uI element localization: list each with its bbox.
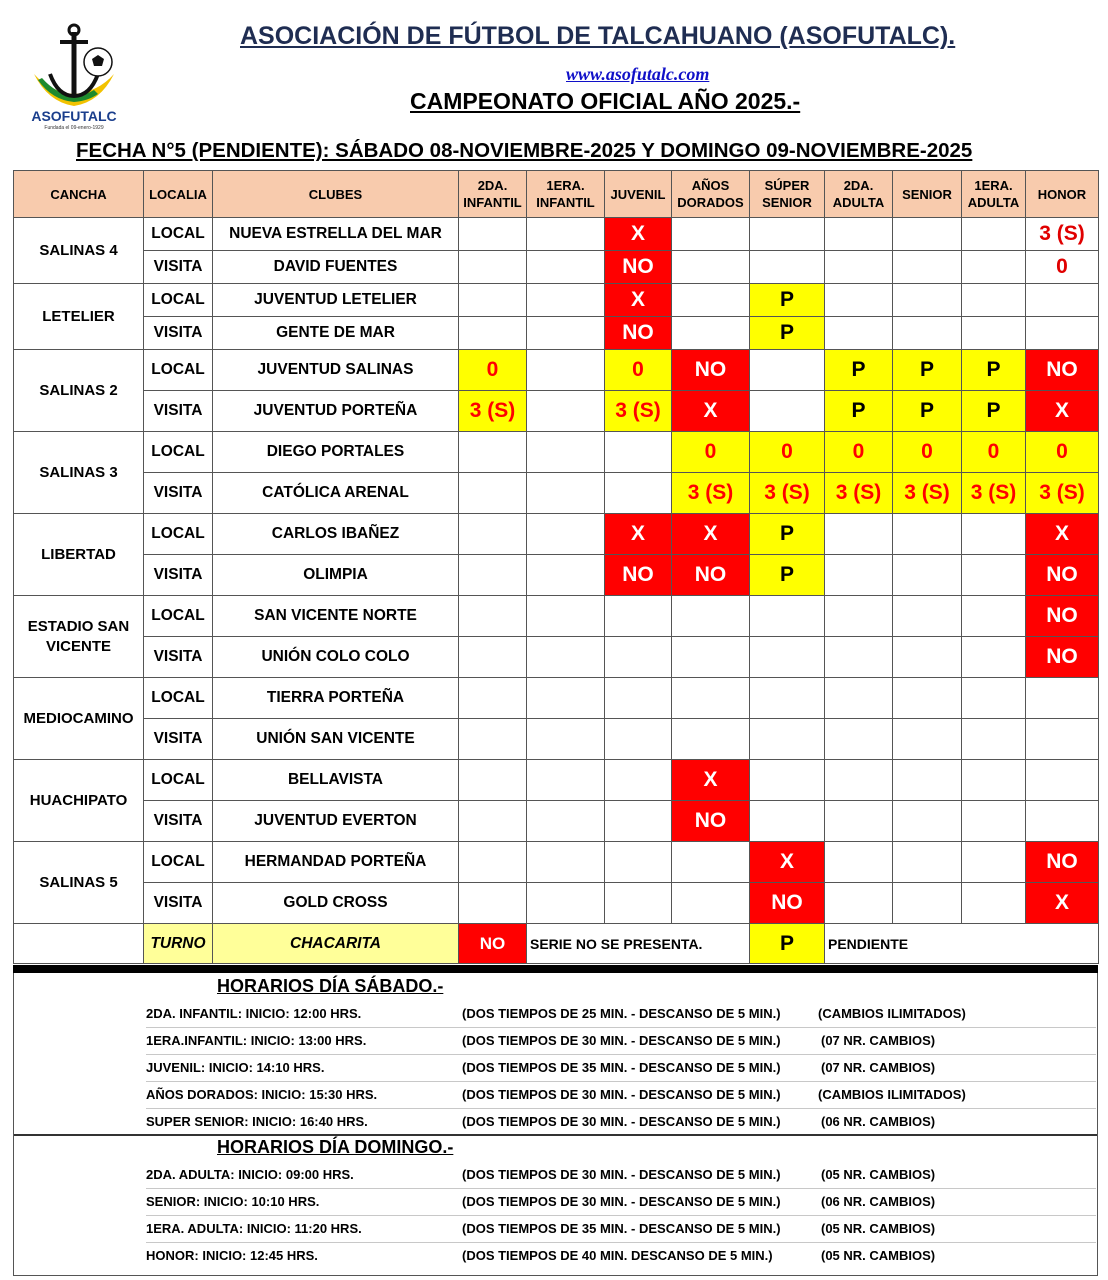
- cancha-cell: SALINAS 2: [14, 350, 144, 432]
- column-header: CLUBES: [213, 171, 459, 218]
- result-cell: [962, 284, 1026, 317]
- table-row: [14, 514, 1099, 555]
- result-cell: [459, 218, 527, 251]
- result-cell: X: [605, 284, 672, 317]
- column-header: 2DA. ADULTA: [825, 171, 893, 218]
- result-cell: [962, 760, 1026, 801]
- club-cell: GENTE DE MAR: [213, 317, 459, 350]
- result-cell: [527, 251, 605, 284]
- table-row: [14, 432, 1099, 473]
- result-cell: [825, 760, 893, 801]
- result-cell: [459, 555, 527, 596]
- result-cell: [527, 842, 605, 883]
- organization-title: ASOCIACIÓN DE FÚTBOL DE TALCAHUANO (ASOFUTALC).: [240, 22, 956, 50]
- result-cell: P: [750, 514, 825, 555]
- result-cell: [825, 678, 893, 719]
- schedule-tiempos: (DOS TIEMPOS DE 30 MIN. - DESCANSO DE 5 MIN.): [462, 1033, 781, 1048]
- result-cell: [527, 514, 605, 555]
- result-cell: 3 (S): [962, 473, 1026, 514]
- schedule-row: [146, 1161, 1096, 1188]
- result-cell: [527, 678, 605, 719]
- legend-p-badge: P: [750, 924, 825, 964]
- table-row: [14, 883, 1099, 924]
- club-cell: DAVID FUENTES: [213, 251, 459, 284]
- result-cell: NO: [1026, 637, 1099, 678]
- result-cell: [459, 678, 527, 719]
- column-header: SENIOR: [893, 171, 962, 218]
- fixture-table: [13, 170, 1099, 964]
- result-cell: [672, 842, 750, 883]
- localia-cell: VISITA: [144, 317, 213, 350]
- result-cell: X: [750, 842, 825, 883]
- result-cell: [750, 251, 825, 284]
- result-cell: [893, 218, 962, 251]
- result-cell: 3 (S): [459, 391, 527, 432]
- schedule-row: [146, 1188, 1096, 1215]
- localia-cell: VISITA: [144, 637, 213, 678]
- localia-cell: LOCAL: [144, 218, 213, 251]
- localia-cell: VISITA: [144, 473, 213, 514]
- schedule-serie: SUPER SENIOR: INICIO: 16:40 HRS.: [146, 1114, 368, 1129]
- schedule-tiempos: (DOS TIEMPOS DE 35 MIN. - DESCANSO DE 5 MIN.): [462, 1221, 781, 1236]
- legend-no-badge: NO: [459, 924, 527, 964]
- result-cell: [605, 678, 672, 719]
- schedule-cambios: (06 NR. CAMBIOS): [821, 1194, 936, 1209]
- localia-cell: LOCAL: [144, 678, 213, 719]
- result-cell: [962, 514, 1026, 555]
- result-cell: 3 (S): [1026, 473, 1099, 514]
- schedule-cambios: (07 NR. CAMBIOS): [821, 1060, 936, 1075]
- championship-title: CAMPEONATO OFICIAL AÑO 2025.-: [410, 88, 801, 114]
- localia-cell: LOCAL: [144, 842, 213, 883]
- result-cell: 0: [750, 432, 825, 473]
- svg-text:Fundada el 09-enero-1929: Fundada el 09-enero-1929: [44, 125, 104, 131]
- schedule-row: [146, 1027, 1096, 1054]
- result-cell: [893, 514, 962, 555]
- result-cell: P: [750, 317, 825, 350]
- table-row: [14, 719, 1099, 760]
- table-row: [14, 760, 1099, 801]
- result-cell: X: [1026, 883, 1099, 924]
- saturday-heading: HORARIOS DÍA SÁBADO.-: [217, 976, 444, 996]
- schedule-section: [13, 973, 1098, 1276]
- result-cell: [825, 317, 893, 350]
- result-cell: [1026, 801, 1099, 842]
- day-divider: [14, 1134, 1097, 1136]
- result-cell: [1026, 678, 1099, 719]
- column-header: SÚPER SENIOR: [750, 171, 825, 218]
- schedule-row: [146, 1000, 1096, 1027]
- result-cell: [962, 719, 1026, 760]
- result-cell: [527, 317, 605, 350]
- fecha-title: FECHA N°5 (PENDIENTE): SÁBADO 08-NOVIEMBRE-2025 Y DOMINGO 09-NOVIEMBRE-2025: [76, 139, 973, 162]
- club-cell: GOLD CROSS: [213, 883, 459, 924]
- table-row: [14, 350, 1099, 391]
- result-cell: NO: [1026, 596, 1099, 637]
- table-row: [14, 473, 1099, 514]
- result-cell: P: [893, 391, 962, 432]
- result-cell: [750, 678, 825, 719]
- result-cell: NO: [1026, 842, 1099, 883]
- result-cell: [605, 637, 672, 678]
- result-cell: 0: [1026, 251, 1099, 284]
- club-cell: NUEVA ESTRELLA DEL MAR: [213, 218, 459, 251]
- result-cell: [527, 801, 605, 842]
- result-cell: [605, 760, 672, 801]
- result-cell: [962, 883, 1026, 924]
- schedule-cambios: (05 NR. CAMBIOS): [821, 1221, 936, 1236]
- result-cell: [459, 760, 527, 801]
- schedule-cambios: (CAMBIOS ILIMITADOS): [818, 1087, 966, 1102]
- cancha-cell: MEDIOCAMINO: [14, 678, 144, 760]
- result-cell: [1026, 719, 1099, 760]
- column-header: LOCALIA: [144, 171, 213, 218]
- schedule-serie: SENIOR: INICIO: 10:10 HRS.: [146, 1194, 320, 1209]
- club-cell: JUVENTUD EVERTON: [213, 801, 459, 842]
- club-cell: TIERRA PORTEÑA: [213, 678, 459, 719]
- result-cell: [962, 842, 1026, 883]
- result-cell: [962, 555, 1026, 596]
- result-cell: [750, 350, 825, 391]
- result-cell: 0: [672, 432, 750, 473]
- result-cell: 0: [962, 432, 1026, 473]
- schedule-cambios: (06 NR. CAMBIOS): [821, 1114, 936, 1129]
- result-cell: [459, 284, 527, 317]
- turno-club: CHACARITA: [213, 924, 459, 964]
- result-cell: [605, 432, 672, 473]
- asofutalc-logo: [28, 22, 120, 132]
- result-cell: [459, 842, 527, 883]
- localia-cell: LOCAL: [144, 284, 213, 317]
- schedule-cambios: (05 NR. CAMBIOS): [821, 1248, 936, 1263]
- cancha-cell: ESTADIO SAN VICENTE: [14, 596, 144, 678]
- result-cell: [750, 801, 825, 842]
- schedule-tiempos: (DOS TIEMPOS DE 30 MIN. - DESCANSO DE 5 MIN.): [462, 1114, 781, 1129]
- localia-cell: LOCAL: [144, 596, 213, 637]
- schedule-tiempos: (DOS TIEMPOS DE 30 MIN. - DESCANSO DE 5 MIN.): [462, 1167, 781, 1182]
- table-row: [14, 317, 1099, 350]
- result-cell: P: [893, 350, 962, 391]
- club-cell: HERMANDAD PORTEÑA: [213, 842, 459, 883]
- localia-cell: VISITA: [144, 801, 213, 842]
- schedule-tiempos: (DOS TIEMPOS DE 30 MIN. - DESCANSO DE 5 MIN.): [462, 1194, 781, 1209]
- page-header: [0, 0, 1108, 170]
- club-cell: JUVENTUD LETELIER: [213, 284, 459, 317]
- result-cell: [825, 284, 893, 317]
- result-cell: [825, 218, 893, 251]
- club-cell: UNIÓN SAN VICENTE: [213, 719, 459, 760]
- column-header: JUVENIL: [605, 171, 672, 218]
- result-cell: [893, 596, 962, 637]
- schedule-serie: AÑOS DORADOS: INICIO: 15:30 HRS.: [146, 1087, 378, 1102]
- turno-label: TURNO: [144, 924, 213, 964]
- result-cell: NO: [750, 883, 825, 924]
- result-cell: [750, 391, 825, 432]
- result-cell: [893, 317, 962, 350]
- cancha-cell: SALINAS 4: [14, 218, 144, 284]
- result-cell: [893, 284, 962, 317]
- result-cell: [605, 801, 672, 842]
- column-header: 2DA. INFANTIL: [459, 171, 527, 218]
- result-cell: [750, 719, 825, 760]
- schedule-serie: 1ERA. ADULTA: INICIO: 11:20 HRS.: [146, 1221, 362, 1236]
- result-cell: 3 (S): [893, 473, 962, 514]
- cancha-cell: LETELIER: [14, 284, 144, 350]
- result-cell: [825, 251, 893, 284]
- result-cell: [605, 473, 672, 514]
- table-row: [14, 596, 1099, 637]
- cancha-cell: HUACHIPATO: [14, 760, 144, 842]
- localia-cell: VISITA: [144, 883, 213, 924]
- result-cell: [605, 596, 672, 637]
- result-cell: NO: [672, 801, 750, 842]
- result-cell: [825, 637, 893, 678]
- table-row: [14, 637, 1099, 678]
- result-cell: [605, 883, 672, 924]
- schedule-tiempos: (DOS TIEMPOS DE 30 MIN. - DESCANSO DE 5 MIN.): [462, 1087, 781, 1102]
- localia-cell: LOCAL: [144, 760, 213, 801]
- club-cell: SAN VICENTE NORTE: [213, 596, 459, 637]
- result-cell: [750, 596, 825, 637]
- result-cell: [672, 284, 750, 317]
- column-header: CANCHA: [14, 171, 144, 218]
- result-cell: [962, 596, 1026, 637]
- result-cell: [962, 637, 1026, 678]
- result-cell: NO: [1026, 350, 1099, 391]
- table-row: [14, 391, 1099, 432]
- schedule-cambios: (05 NR. CAMBIOS): [821, 1167, 936, 1182]
- localia-cell: VISITA: [144, 719, 213, 760]
- result-cell: [672, 317, 750, 350]
- result-cell: 0: [459, 350, 527, 391]
- result-cell: [825, 514, 893, 555]
- result-cell: [527, 883, 605, 924]
- result-cell: [459, 514, 527, 555]
- result-cell: NO: [1026, 555, 1099, 596]
- result-cell: P: [962, 391, 1026, 432]
- result-cell: [527, 432, 605, 473]
- result-cell: X: [672, 514, 750, 555]
- result-cell: [527, 596, 605, 637]
- result-cell: 0: [893, 432, 962, 473]
- result-cell: [672, 637, 750, 678]
- result-cell: [750, 760, 825, 801]
- result-cell: [962, 678, 1026, 719]
- table-row: [14, 251, 1099, 284]
- section-divider: [13, 965, 1098, 973]
- column-header: HONOR: [1026, 171, 1099, 218]
- result-cell: [459, 596, 527, 637]
- legend-p-text: PENDIENTE: [825, 924, 1099, 964]
- result-cell: 3 (S): [605, 391, 672, 432]
- cancha-cell: SALINAS 3: [14, 432, 144, 514]
- result-cell: [527, 637, 605, 678]
- result-cell: [672, 678, 750, 719]
- legend-row: [14, 924, 1099, 964]
- result-cell: [893, 883, 962, 924]
- result-cell: [962, 251, 1026, 284]
- result-cell: [893, 719, 962, 760]
- result-cell: [1026, 760, 1099, 801]
- sunday-heading: HORARIOS DÍA DOMINGO.-: [217, 1137, 454, 1157]
- result-cell: X: [672, 760, 750, 801]
- result-cell: P: [825, 391, 893, 432]
- result-cell: [527, 391, 605, 432]
- table-row: [14, 555, 1099, 596]
- result-cell: P: [750, 555, 825, 596]
- localia-cell: VISITA: [144, 391, 213, 432]
- result-cell: [527, 719, 605, 760]
- result-cell: [459, 719, 527, 760]
- schedule-row: [146, 1108, 1096, 1135]
- result-cell: X: [605, 218, 672, 251]
- schedule-row: [146, 1242, 1096, 1269]
- table-row: [14, 218, 1099, 251]
- result-cell: NO: [605, 555, 672, 596]
- table-row: [14, 842, 1099, 883]
- result-cell: 0: [825, 432, 893, 473]
- legend-no-text: SERIE NO SE PRESENTA.: [527, 924, 750, 964]
- result-cell: [527, 555, 605, 596]
- result-cell: [825, 719, 893, 760]
- club-cell: CARLOS IBAÑEZ: [213, 514, 459, 555]
- column-header: AÑOS DORADOS: [672, 171, 750, 218]
- result-cell: [527, 218, 605, 251]
- club-cell: UNIÓN COLO COLO: [213, 637, 459, 678]
- result-cell: P: [962, 350, 1026, 391]
- result-cell: [893, 251, 962, 284]
- result-cell: [527, 760, 605, 801]
- result-cell: [893, 637, 962, 678]
- result-cell: [893, 555, 962, 596]
- result-cell: [962, 317, 1026, 350]
- result-cell: X: [1026, 514, 1099, 555]
- result-cell: [893, 801, 962, 842]
- result-cell: [672, 719, 750, 760]
- result-cell: 3 (S): [750, 473, 825, 514]
- club-cell: JUVENTUD SALINAS: [213, 350, 459, 391]
- schedule-serie: HONOR: INICIO: 12:45 HRS.: [146, 1248, 318, 1263]
- result-cell: [962, 218, 1026, 251]
- schedule-cambios: (CAMBIOS ILIMITADOS): [818, 1006, 966, 1021]
- result-cell: P: [750, 284, 825, 317]
- table-row: [14, 801, 1099, 842]
- schedule-row: [146, 1054, 1096, 1081]
- result-cell: [962, 801, 1026, 842]
- schedule-tiempos: (DOS TIEMPOS DE 25 MIN. - DESCANSO DE 5 MIN.): [462, 1006, 781, 1021]
- result-cell: [893, 842, 962, 883]
- result-cell: NO: [672, 350, 750, 391]
- schedule-serie: 1ERA.INFANTIL: INICIO: 13:00 HRS.: [146, 1033, 367, 1048]
- club-cell: BELLAVISTA: [213, 760, 459, 801]
- result-cell: [1026, 317, 1099, 350]
- result-cell: [605, 719, 672, 760]
- schedule-tiempos: (DOS TIEMPOS DE 35 MIN. - DESCANSO DE 5 MIN.): [462, 1060, 781, 1075]
- result-cell: [750, 637, 825, 678]
- result-cell: [825, 555, 893, 596]
- result-cell: [825, 842, 893, 883]
- result-cell: [893, 678, 962, 719]
- website-link[interactable]: www.asofutalc.com: [566, 64, 710, 84]
- result-cell: NO: [605, 317, 672, 350]
- localia-cell: VISITA: [144, 555, 213, 596]
- schedule-serie: 2DA. INFANTIL: INICIO: 12:00 HRS.: [146, 1006, 362, 1021]
- result-cell: [672, 218, 750, 251]
- result-cell: NO: [605, 251, 672, 284]
- result-cell: X: [605, 514, 672, 555]
- result-cell: [527, 473, 605, 514]
- schedule-cambios: (07 NR. CAMBIOS): [821, 1033, 936, 1048]
- localia-cell: LOCAL: [144, 432, 213, 473]
- column-header: 1ERA. ADULTA: [962, 171, 1026, 218]
- column-header: 1ERA. INFANTIL: [527, 171, 605, 218]
- result-cell: 0: [1026, 432, 1099, 473]
- result-cell: [750, 218, 825, 251]
- result-cell: 0: [605, 350, 672, 391]
- schedule-serie: 2DA. ADULTA: INICIO: 09:00 HRS.: [146, 1167, 354, 1182]
- club-cell: DIEGO PORTALES: [213, 432, 459, 473]
- legend-empty-cell: [14, 924, 144, 964]
- result-cell: 3 (S): [825, 473, 893, 514]
- table-row: [14, 678, 1099, 719]
- result-cell: [527, 350, 605, 391]
- result-cell: [459, 883, 527, 924]
- result-cell: X: [672, 391, 750, 432]
- result-cell: [825, 801, 893, 842]
- localia-cell: VISITA: [144, 251, 213, 284]
- schedule-row: [146, 1215, 1096, 1242]
- localia-cell: LOCAL: [144, 350, 213, 391]
- result-cell: [459, 317, 527, 350]
- localia-cell: LOCAL: [144, 514, 213, 555]
- result-cell: [672, 251, 750, 284]
- result-cell: 3 (S): [1026, 218, 1099, 251]
- schedule-serie: JUVENIL: INICIO: 14:10 HRS.: [146, 1060, 325, 1075]
- club-cell: OLIMPIA: [213, 555, 459, 596]
- result-cell: [672, 596, 750, 637]
- result-cell: X: [1026, 391, 1099, 432]
- result-cell: [459, 473, 527, 514]
- svg-text:ASOFUTALC: ASOFUTALC: [31, 108, 117, 124]
- result-cell: P: [825, 350, 893, 391]
- result-cell: [459, 251, 527, 284]
- cancha-cell: LIBERTAD: [14, 514, 144, 596]
- cancha-cell: SALINAS 5: [14, 842, 144, 924]
- result-cell: 3 (S): [672, 473, 750, 514]
- result-cell: [459, 637, 527, 678]
- schedule-row: [146, 1081, 1096, 1108]
- result-cell: [825, 883, 893, 924]
- result-cell: [672, 883, 750, 924]
- result-cell: [825, 596, 893, 637]
- result-cell: [459, 801, 527, 842]
- club-cell: JUVENTUD PORTEÑA: [213, 391, 459, 432]
- club-cell: CATÓLICA ARENAL: [213, 473, 459, 514]
- schedule-tiempos: (DOS TIEMPOS DE 40 MIN. DESCANSO DE 5 MIN.): [462, 1248, 773, 1263]
- result-cell: [1026, 284, 1099, 317]
- result-cell: [605, 842, 672, 883]
- header-row: [14, 171, 1099, 218]
- result-cell: [459, 432, 527, 473]
- result-cell: NO: [672, 555, 750, 596]
- result-cell: [527, 284, 605, 317]
- result-cell: [893, 760, 962, 801]
- table-row: [14, 284, 1099, 317]
